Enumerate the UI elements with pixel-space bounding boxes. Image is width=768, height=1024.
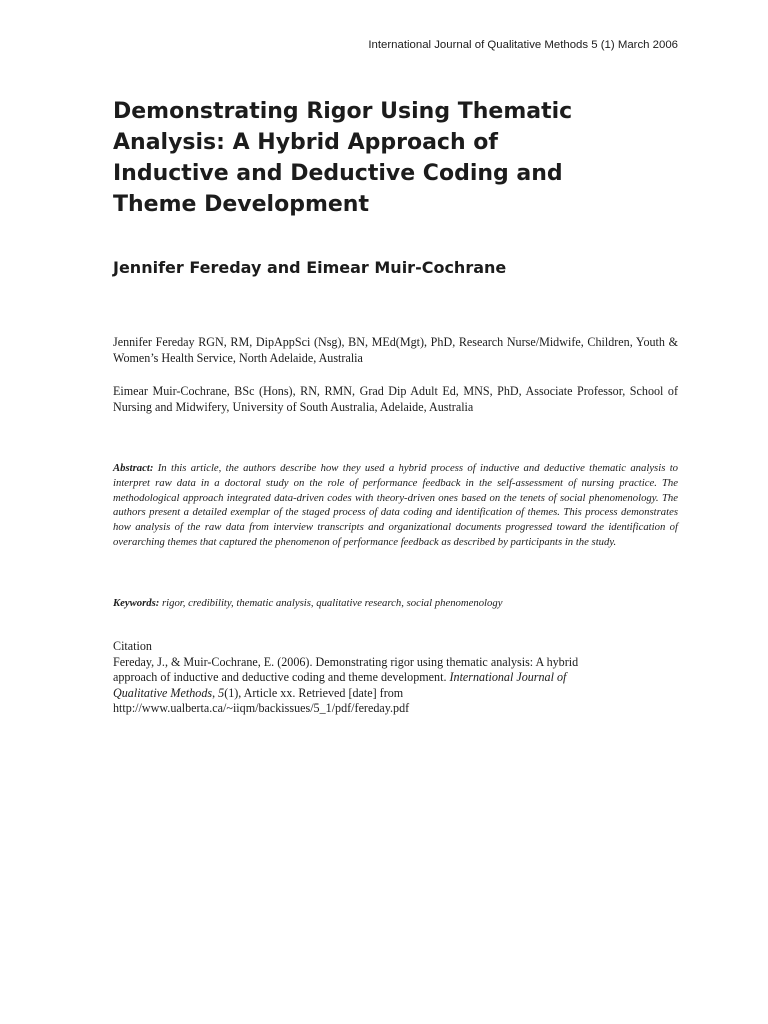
running-head: International Journal of Qualitative Methods 5 (1) March 2006: [368, 39, 678, 51]
abstract: [113, 461, 678, 550]
paper-title: [113, 96, 673, 220]
journal-volume: 5: [218, 685, 225, 700]
abstract-text: In this article, the authors describe how they used a hybrid process of inductive and deductive thematic analysis to interpret raw data in a doctoral study on the role of performance feedback in the self-assessment of nursing practice. The methodological approach integrated data-driven codes with theory-driven ones based on the tenets of social phenomenology. The authors present a detailed exemplar of the staged process of data coding and identification of themes. This process demonstrates how analysis of the raw data from interview transcripts and organizational documents progressed toward the identification of overarching themes that captured the phenomenon of performance feedback as described by participants in the study.: [113, 462, 679, 548]
citation-line: [113, 686, 673, 702]
author-affiliation: Jennifer Fereday RGN, RM, DipAppSci (Nsg), BN, MEd(Mgt), PhD, Research Nurse/Midwife, Children, Youth & Women’s Health Service, North Adelaide, Australia: [113, 335, 678, 365]
title-line: Demonstrating Rigor Using Thematic: [113, 99, 573, 124]
journal-name: International Journal of: [449, 670, 567, 685]
citation-text: approach of inductive and deductive coding and theme development.: [113, 670, 450, 685]
keywords-label: Keywords:: [113, 597, 160, 609]
keywords: [113, 596, 502, 611]
citation-separator: ,: [212, 685, 219, 700]
citation-line: [113, 670, 673, 686]
abstract-label: Abstract:: [113, 462, 154, 474]
title-line: Theme Development: [113, 192, 369, 217]
citation-url[interactable]: http://www.ualberta.ca/~iiqm/backissues/5_1/pdf/fereday.pdf: [113, 701, 410, 716]
citation-text: (1), Article xx. Retrieved [date] from: [224, 685, 404, 700]
title-line: Inductive and Deductive Coding and: [113, 161, 563, 186]
citation-heading: Citation: [113, 639, 152, 653]
keywords-text: rigor, credibility, thematic analysis, qualitative research, social phenomenology: [161, 597, 503, 609]
author-affiliation: Eimear Muir-Cochrane, BSc (Hons), RN, RMN, Grad Dip Adult Ed, MNS, PhD, Associate Professor, School of Nursing and Midwifery, University of South Australia, Adelaide, Australia: [113, 384, 678, 414]
citation-block: [113, 639, 673, 717]
journal-name-continued: Qualitative Methods: [113, 685, 213, 700]
author-names: Jennifer Fereday and Eimear Muir-Cochrane: [113, 258, 507, 277]
citation-line: Fereday, J., & Muir-Cochrane, E. (2006). Demonstrating rigor using thematic analysis: A hybrid: [113, 654, 579, 669]
title-line: Analysis: A Hybrid Approach of: [113, 130, 498, 155]
